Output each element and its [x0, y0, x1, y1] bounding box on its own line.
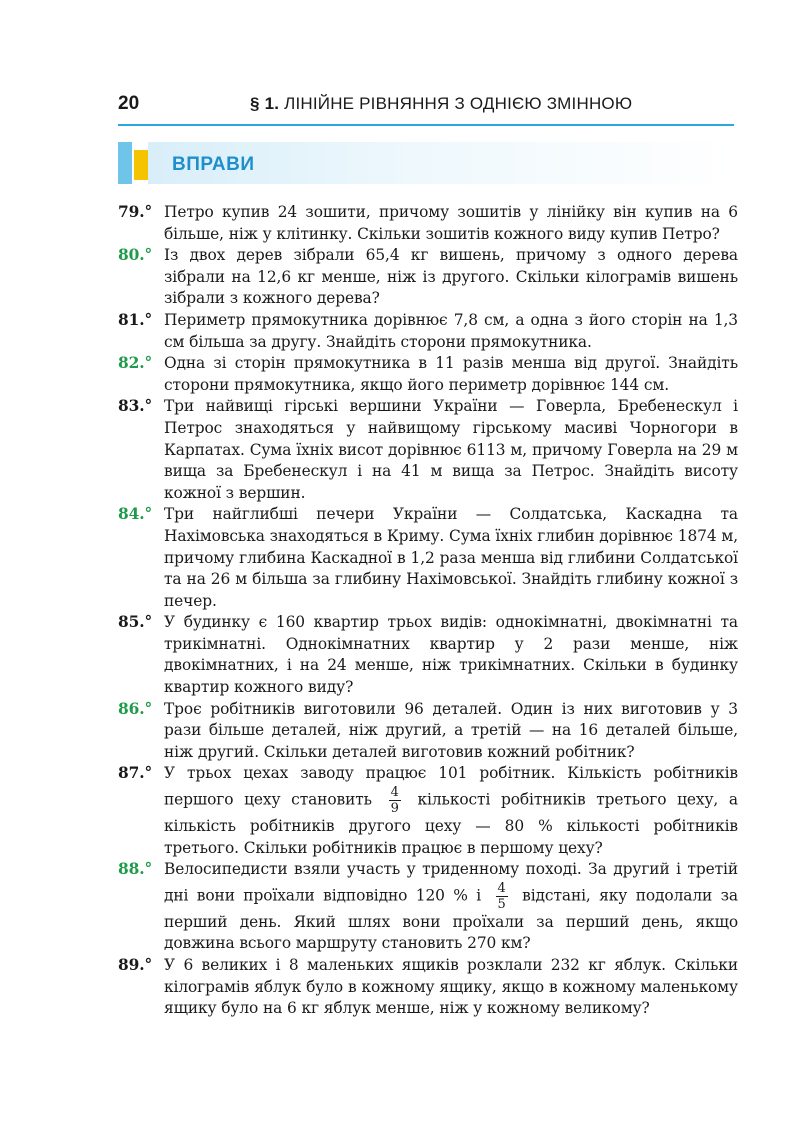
header-rule — [118, 124, 734, 126]
exercise-text-part-1: Велосипедисти взяли участь у триденному поході. За другий і третій дні вони проїхали відповідно 120 % і — [164, 860, 738, 905]
exercise-84 — [118, 504, 738, 612]
exercise-86 — [118, 699, 738, 764]
section-mark: § 1. — [250, 94, 280, 113]
page-header — [118, 93, 734, 123]
exercise-80 — [118, 245, 738, 310]
fraction-denominator: 5 — [497, 896, 506, 912]
flag-blue-stripe — [118, 142, 132, 184]
exercise-text: Три найвищі гірські вершини України — Говерла, Бребенескул і Петрос знаходяться у найвищому гірському масиві Чорногори в Карпатах. Сума їхніх висот дорівнює 6113 м, причому Говерла на 29 м вища за Бребенескул і на 41 м вища за Петрос. Знайдіть висоту кожної з вершин. — [164, 397, 738, 502]
exercise-79 — [118, 202, 738, 245]
exercise-number: 84.° — [118, 505, 153, 524]
chapter-title: ЛІНІЙНЕ РІВНЯННЯ З ОДНІЄЮ ЗМІННОЮ — [284, 94, 633, 113]
exercise-number: 81.° — [118, 310, 153, 329]
exercise-82 — [118, 353, 738, 396]
exercise-text-part-2: відстані, яку подолали за перший день. Який шлях вони проїхали за перший день, якщо довжина всього маршруту становить 270 км? — [164, 886, 738, 953]
exercise-text: Три найглибші печери України — Солдатська, Каскадна та Нахімовська знаходяться в Криму. Сума їхніх глибин дорівнює 1874 м, причому глибина Каскадної в 1,2 раза менша від глибини Солдатської та на 26 м більша за глибину Нахімовської. Знайдіть глибину кожної з печер. — [164, 505, 738, 610]
section-band — [118, 142, 734, 184]
exercise-number: 87.° — [118, 764, 153, 783]
exercise-87 — [118, 763, 738, 859]
exercise-text: Троє робітників виготовили 96 деталей. Один із них виготовив у 3 рази більше деталей, ніж другий, а третій — на 16 деталей більше, ніж другий. Скільки деталей виготовив кожний робітник? — [164, 699, 738, 761]
exercise-list — [118, 202, 738, 1020]
exercise-83 — [118, 396, 738, 504]
exercise-number: 83.° — [118, 397, 153, 416]
section-title: ВПРАВИ — [172, 154, 255, 175]
exercise-text: У 6 великих і 8 маленьких ящиків розклали 232 кг яблук. Скільки кілограмів яблук було в кожному ящику, якщо в кожному маленькому ящику було на 6 кг яблук менше, ніж у кожному великому? — [164, 956, 738, 1018]
exercise-85 — [118, 612, 738, 698]
exercise-text: Одна зі сторін прямокутника в 11 разів менша від другої. Знайдіть сторони прямокутника, якщо його периметр дорівнює 144 см. — [164, 354, 738, 394]
exercise-89 — [118, 955, 738, 1020]
fraction-denominator: 9 — [390, 801, 399, 817]
exercise-text: Із двох дерев зібрали 65,4 кг вишень, причому з одного дерева зібрали на 12,6 кг менше, ніж із другого. Скільки кілограмів вишень зібрали з кожного дерева? — [164, 246, 738, 308]
fraction-numerator: 4 — [390, 785, 399, 801]
page-number: 20 — [118, 93, 140, 114]
exercise-text: У будинку є 160 квартир трьох видів: однокімнатні, двокімнатні та трикімнатні. Однокімнатних квартир у 2 рази менше, ніж двокімнатних, і на 24 менше, ніж трикімнатних. Скільки в будинку квартир кожного виду? — [164, 613, 738, 697]
exercise-number: 85.° — [118, 613, 153, 632]
exercise-text: Периметр прямокутника дорівнює 7,8 см, а одна з його сторін на 1,3 см більша за другу. Знайдіть сторони прямокутника. — [164, 310, 738, 351]
exercise-number: 80.° — [118, 246, 153, 265]
flag-yellow-stripe — [134, 150, 148, 180]
exercise-number: 89.° — [118, 956, 153, 974]
fraction — [496, 881, 508, 912]
exercise-number: 88.° — [118, 860, 153, 879]
exercise-88 — [118, 859, 738, 955]
fraction — [389, 785, 401, 816]
exercise-number: 86.° — [118, 699, 153, 718]
exercise-text-part-2: кількості робітників третього цеху, а кількість робітників другого цеху — 80 % кількості робітників третього. Скільки робітників працює в першому цеху? — [164, 790, 739, 857]
running-title — [250, 94, 632, 114]
exercise-81 — [118, 310, 738, 353]
exercise-number: 82.° — [118, 354, 153, 373]
exercise-text-part-1: У трьох цехах заводу працює 101 робітник. Кількість робітників першого цеху становить — [164, 764, 738, 809]
exercise-text: Петро купив 24 зошити, причому зошитів у лінійку він купив на 6 більше, ніж у клітинку. Скільки зошитів кожного виду купив Петро? — [164, 203, 738, 243]
exercise-number: 79.° — [118, 203, 153, 221]
fraction-numerator: 4 — [497, 880, 506, 896]
